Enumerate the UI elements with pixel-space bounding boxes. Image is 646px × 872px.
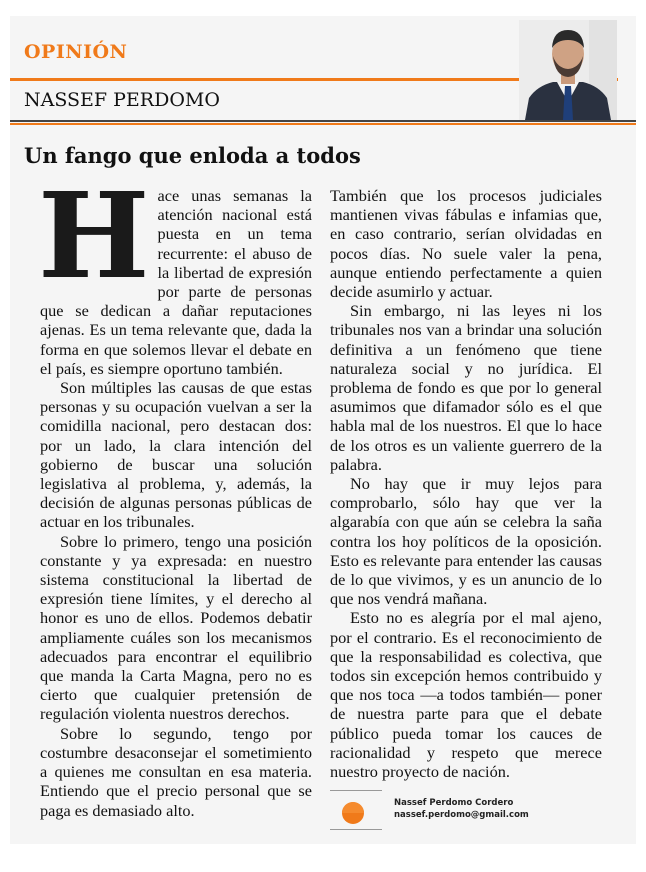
article-paragraph: Sobre lo primero, tengo una posición constante y ya expresada: en nuestro sistema constitucional la libertad de expresión tiene límites, y el derecho al honor es uno de ellos. Podemos debatir ampliamente cuáles son los mecanismos adecuados para encontrar el equilibrio que manda la Carta Magna, pero no es cierto que cualquier pretensión de regulación violenta nuestros derechos.	[40, 531, 312, 724]
article-paragraph: También que los procesos judiciales mantienen vivas fábulas e infamias que, en caso contrario, serían olvidadas en pocos días. No suele valer la pena, aunque entiendo perfectamente a quien decide asumirlo y actuar.	[330, 186, 602, 302]
article-column-right	[330, 186, 602, 781]
section-label: OPINIÓN	[24, 41, 128, 63]
article-paragraph: No hay que ir muy lejos para comprobarlo, sólo hay que ver la algarabía con que aún se celebra la saña contra los hoy políticos de la oposición. Esto es relevante para entender las causas de lo que vivimos, y es un anuncio de lo que nos vendrá mañana.	[330, 474, 602, 609]
signature-name: Nassef Perdomo Cordero	[394, 798, 514, 808]
header-bottom-rule	[10, 120, 636, 122]
orange-circle-icon	[341, 801, 365, 825]
article-paragraph	[38, 166, 312, 378]
article-paragraph: Esto no es alegría por el mal ajeno, por el contrario. Es el reconocimiento de que la responsabilidad es colectiva, que todos sin excepción hemos contribuido y que nos toca —a todos también— poner de nuestra parte para que el debate público pueda tomar los cauces de racionalidad y respeto que merece nuestro proyecto de nación.	[330, 608, 602, 782]
author-heading: NASSEF PERDOMO	[24, 89, 220, 111]
article-column-left	[38, 166, 312, 820]
signature-email[interactable]: nassef.perdomo@gmail.com	[394, 810, 529, 820]
header-bottom-accent-rule	[10, 123, 636, 125]
signature-rule-bottom	[330, 829, 382, 830]
first-paragraph-text: ace unas semanas la atención nacional está puesta en un tema recurrente: el abuso de la libertad de expresión por parte de personas que se dedican a dañar reputaciones ajenas. Es un tema relevante que, dada la forma en que solemos llevar el debate en el país, es siempre oportuno también.	[40, 186, 312, 378]
signature-rule-top	[330, 790, 382, 791]
article-paragraph: Sobre lo segundo, tengo por costumbre desaconsejar el sometimiento a quienes me consultan en esa materia. Entiendo que el precio personal que se paga es demasiado alto.	[40, 723, 312, 820]
author-photo	[519, 20, 617, 120]
drop-cap: H	[38, 166, 150, 305]
article-title: Un fango que enloda a todos	[24, 143, 361, 168]
article-paragraph: Son múltiples las causas de que estas personas y su ocupación vuelvan a ser la comidilla nacional, pero destacan dos: por un lado, la clara intención del gobierno de buscar una solución legislativa al problema, y, además, la decisión de algunas personas públicas de actuar en los tribunales.	[40, 378, 312, 532]
article-paragraph: Sin embargo, ni las leyes ni los tribunales nos van a brindar una solución definitiva a un fenómeno que tiene naturaleza social y no jurídica. El problema de fondo es que por lo general asumimos que difamador sólo es el que habla mal de los nuestros. El que lo hace de los otros es un valiente guerrero de la palabra.	[330, 301, 602, 474]
